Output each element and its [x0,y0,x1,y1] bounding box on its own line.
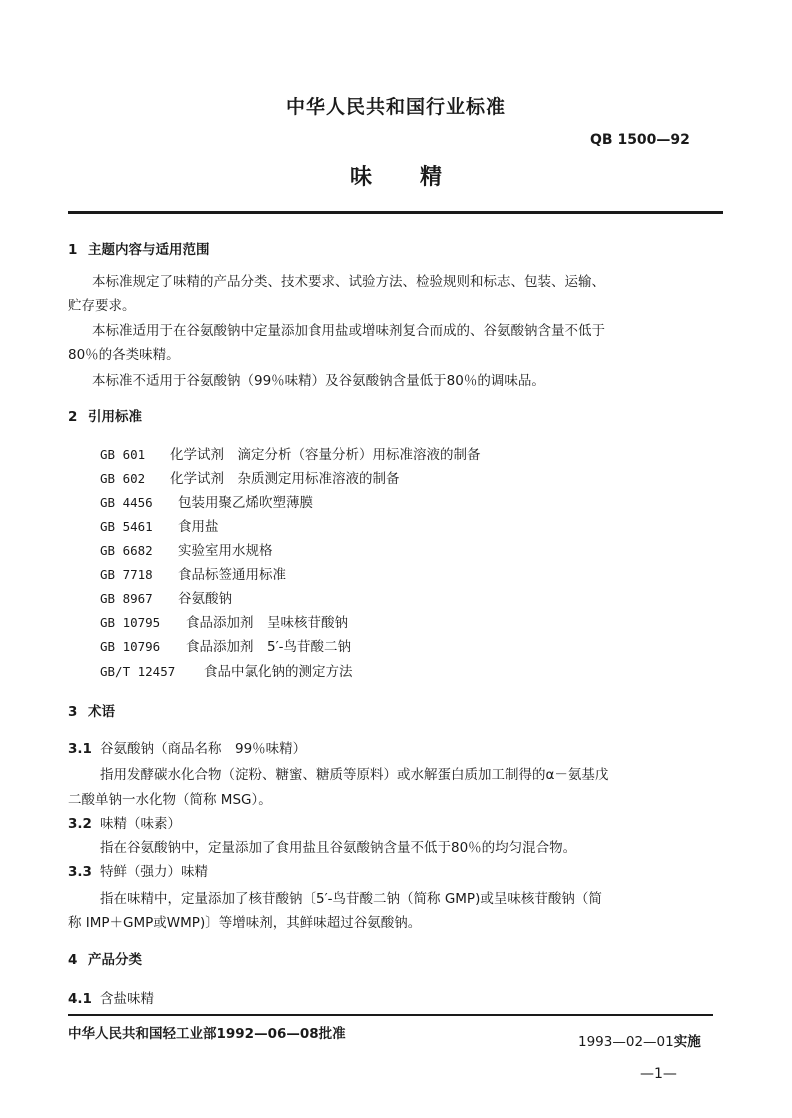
ref-title: 食品添加剂 5′-鸟苷酸二钠 [186,639,352,655]
section-2-num: 2 [68,409,78,425]
ref-code: GB 602 [100,471,146,486]
ref-item [100,491,313,511]
doc-title-char-2: 精 [420,165,443,190]
ref-item [100,635,351,655]
ref-item [100,467,400,487]
s1-p1-line2: 贮存要求。 [68,298,136,314]
ref-code: GB 4456 [100,495,153,510]
ref-item [100,515,219,535]
ref-title: 食品标签通用标准 [178,567,286,583]
ref-code: GB 10796 [100,639,161,654]
section-4-1-title: 含盐味精 [100,991,154,1007]
doc-title-char-1: 味 [349,165,372,190]
term-3-1-title: 谷氨酸钠（商品名称 99％味精） [100,741,307,757]
term-3-3-heading [68,860,208,880]
ref-item [100,563,286,583]
term-3-3-title: 特鲜（强力）味精 [100,864,208,880]
section-4-1-num: 4.1 [68,991,92,1007]
term-3-3-line1: 指在味精中，定量添加了核苷酸钠〔5′-鸟苷酸二钠（简称 GMP)或呈味核苷酸钠（简 [100,891,602,907]
ref-title: 食品中氯化钠的测定方法 [204,664,353,680]
implementation-line [578,1030,701,1050]
ref-code: GB 10795 [100,615,161,630]
section-1-num: 1 [68,242,78,258]
ref-item [100,587,232,607]
footer-rule [68,1014,713,1016]
term-3-1-line2: 二酸单钠一水化物（简称 MSG）。 [68,792,272,808]
ref-title: 包装用聚乙烯吹塑薄膜 [178,495,313,511]
ref-code: GB 8967 [100,591,153,606]
section-1-heading [68,238,210,258]
term-3-2-heading [68,812,181,832]
ref-title: 谷氨酸钠 [178,591,232,607]
ref-code: GB 5461 [100,519,153,534]
section-3-title: 术语 [88,704,115,720]
section-3-num: 3 [68,704,78,720]
ref-code: GB 6682 [100,543,153,558]
section-2-heading [68,405,142,425]
ref-item [100,611,348,631]
approval-line: 中华人民共和国轻工业部1992—06—08批准 [68,1026,346,1042]
term-3-1-num: 3.1 [68,741,92,757]
page-number: —1— [640,1066,677,1082]
term-3-1-heading [68,737,306,757]
term-3-3-num: 3.3 [68,864,92,880]
term-3-2-line1: 指在谷氨酸钠中，定量添加了食用盐且谷氨酸钠含量不低于80％的均匀混合物。 [100,840,577,856]
section-4-heading [68,948,142,968]
term-3-3-line2: 称 IMP＋GMP或WMP)〕等增味剂，其鲜味超过谷氨酸钠。 [68,915,422,931]
section-4-title: 产品分类 [88,952,142,968]
standard-code: QB 1500—92 [590,132,690,148]
term-3-2-num: 3.2 [68,816,92,832]
header-rule [68,211,723,214]
ref-code: GB 601 [100,447,146,462]
section-4-num: 4 [68,952,78,968]
section-3-heading [68,700,115,720]
ref-title: 食品添加剂 呈味核苷酸钠 [186,615,348,631]
doc-title [0,160,792,191]
org-title: 中华人民共和国行业标准 [285,96,506,118]
ref-title: 化学试剂 滴定分析（容量分析）用标准溶液的制备 [170,447,481,463]
ref-item [100,539,273,559]
term-3-1-line1: 指用发酵碳水化合物（淀粉、糖蜜、糖质等原料）或水解蛋白质加工制得的α－氨基戊 [100,767,609,783]
impl-date: 1993—02—01 [578,1034,674,1050]
section-1-title: 主题内容与适用范围 [88,242,210,258]
term-3-2-title: 味精（味素） [100,816,181,832]
s1-p1-line1: 本标准规定了味精的产品分类、技术要求、试验方法、检验规则和标志、包装、运输、 [92,274,605,290]
section-4-1-heading [68,987,154,1007]
s1-p3: 本标准不适用于谷氨酸钠（99％味精）及谷氨酸钠含量低于80％的调味品。 [92,373,545,389]
section-2-title: 引用标准 [88,409,142,425]
s1-p2-line2: 80％的各类味精。 [68,347,180,363]
ref-title: 实验室用水规格 [178,543,273,559]
impl-label: 实施 [673,1034,701,1050]
ref-code: GB 7718 [100,567,153,582]
ref-item [100,660,353,680]
s1-p2-line1: 本标准适用于在谷氨酸钠中定量添加食用盐或增味剂复合而成的、谷氨酸钠含量不低于 [92,323,605,339]
ref-title: 化学试剂 杂质测定用标准溶液的制备 [170,471,400,487]
ref-item [100,443,481,463]
ref-code: GB/T 12457 [100,664,176,679]
ref-title: 食用盐 [178,519,219,535]
